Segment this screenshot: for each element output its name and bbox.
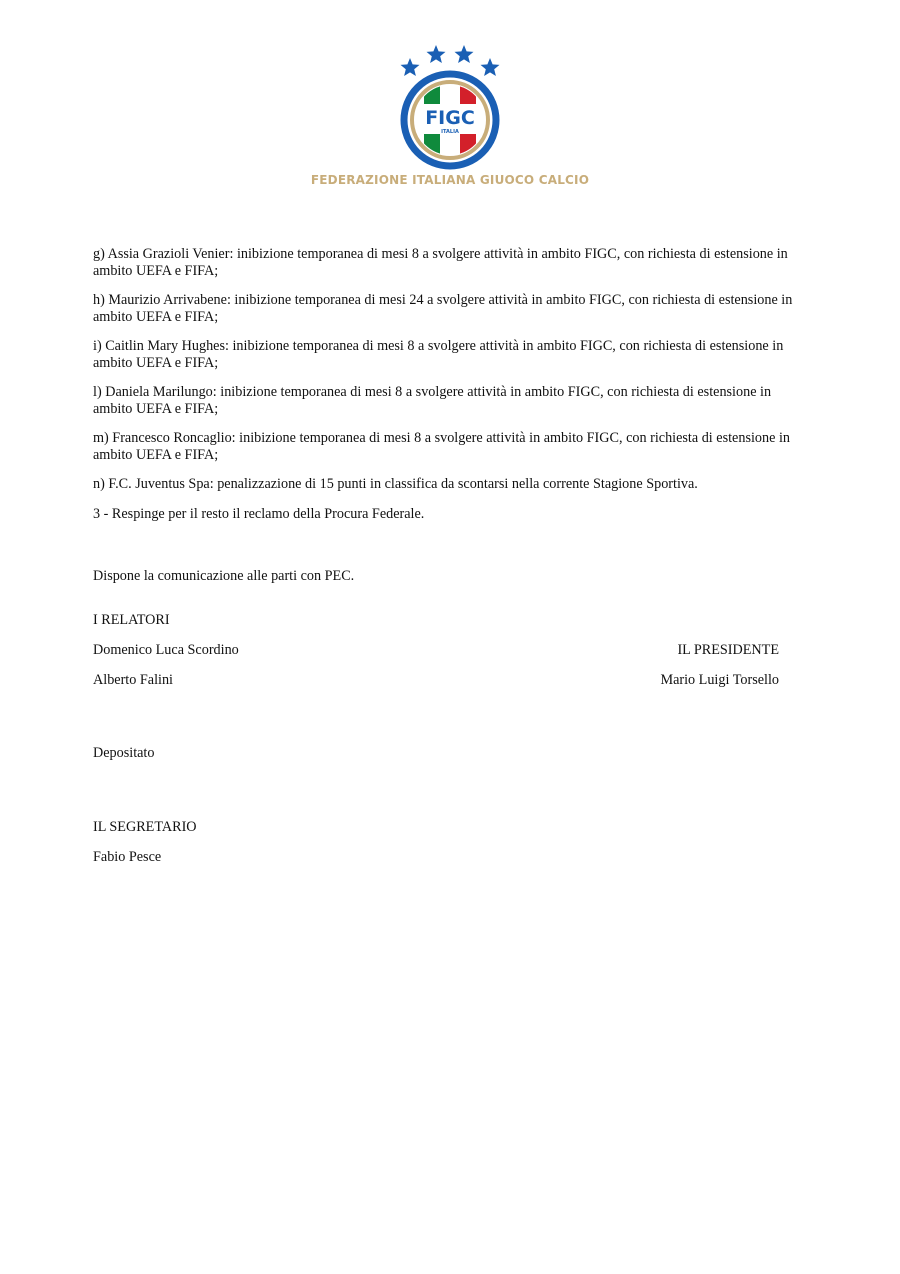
item-i: i) Caitlin Mary Hughes: inibizione temporanea di mesi 8 a svolgere attività in ambito FIGC, con richiesta di estensione in ambito UEFA e FIFA; bbox=[93, 338, 784, 371]
federation-name: FEDERAZIONE ITALIANA GIUOCO CALCIO bbox=[310, 173, 590, 187]
relatori-heading: I RELATORI bbox=[93, 612, 170, 628]
decision-items bbox=[93, 246, 809, 535]
item-h: h) Maurizio Arrivabene: inibizione temporanea di mesi 24 a svolgere attività in ambito FIGC, con richiesta di estensione in ambito UEFA e FIFA; bbox=[93, 292, 793, 325]
logo-text: FIGC bbox=[425, 107, 475, 129]
relatore-name-1: Domenico Luca Scordino bbox=[93, 642, 239, 658]
relatore-name-2: Alberto Falini bbox=[93, 672, 173, 688]
communication-text: Dispone la comunicazione alle parti con PEC. bbox=[93, 568, 355, 584]
segretario-name: Fabio Pesce bbox=[93, 849, 162, 865]
letterhead bbox=[0, 38, 900, 198]
item-l: l) Daniela Marilungo: inibizione temporanea di mesi 8 a svolgere attività in ambito FIGC, con richiesta di estensione in ambito UEFA e FIFA; bbox=[93, 384, 772, 417]
deposit-label: Depositato bbox=[93, 745, 155, 761]
segretario-heading: IL SEGRETARIO bbox=[93, 819, 197, 835]
presidente-name: Mario Luigi Torsello bbox=[660, 672, 779, 688]
item-g: g) Assia Grazioli Venier: inibizione temporanea di mesi 8 a svolgere attività in ambito FIGC, con richiesta di estensione in ambito UEFA e FIFA; bbox=[93, 246, 788, 279]
logo-subtext: ITALIA bbox=[441, 129, 459, 135]
figc-logo bbox=[394, 42, 506, 172]
item-m: m) Francesco Roncaglio: inibizione temporanea di mesi 8 a svolgere attività in ambito FIGC, con richiesta di estensione in ambito UEFA e FIFA; bbox=[93, 430, 790, 463]
presidente-heading: IL PRESIDENTE bbox=[677, 642, 779, 658]
item-3: 3 - Respinge per il resto il reclamo della Procura Federale. bbox=[93, 505, 425, 522]
item-n: n) F.C. Juventus Spa: penalizzazione di 15 punti in classifica da scontarsi nella corrente Stagione Sportiva. bbox=[93, 476, 698, 492]
